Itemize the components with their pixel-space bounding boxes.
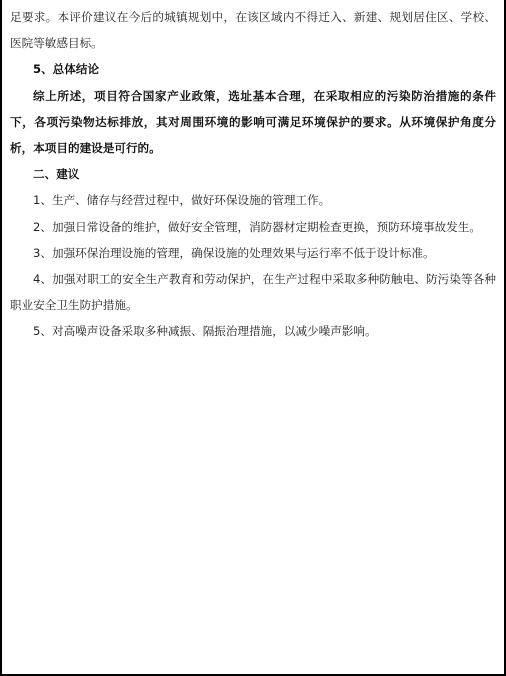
suggestion-item-2: 2、加强日常设备的维护，做好安全管理，消防器材定期检查更换，预防环境事故发生。 <box>33 219 481 234</box>
suggestion-item-5: 5、对高噪声设备采取多种减振、隔振治理措施，以减少噪声影响。 <box>33 324 377 339</box>
suggestion-item-3: 3、加强环保治理设施的管理，确保设施的处理效果与运行率不低于设计标准。 <box>33 245 435 260</box>
heading-overall-conclusion: 5、总体结论 <box>33 62 100 77</box>
suggestion-item-1: 1、生产、储存与经营过程中，做好环保设施的管理工作。 <box>33 193 331 208</box>
paragraph-sensitive-targets: 足要求。本评价建议在今后的城镇规划中，在该区域内不得迁入、新建、规划居住区、学校、医院等敏感目标。 <box>10 10 496 51</box>
paragraph-conclusion: 综上所述，项目符合国家产业政策，选址基本合理，在采取相应的污染防治措施的条件下，各项污染物达标排放，其对周围环境的影响可满足环境保护的要求。从环境保护角度分析，本项目的建设是可行的。 <box>10 88 496 156</box>
heading-suggestions: 二、建议 <box>33 167 80 182</box>
suggestion-item-4: 4、加强对职工的安全生产教育和劳动保护，在生产过程中采取多种防触电、防污染等各种职业安全卫生防护措施。 <box>10 272 496 313</box>
document-body <box>10 4 496 345</box>
